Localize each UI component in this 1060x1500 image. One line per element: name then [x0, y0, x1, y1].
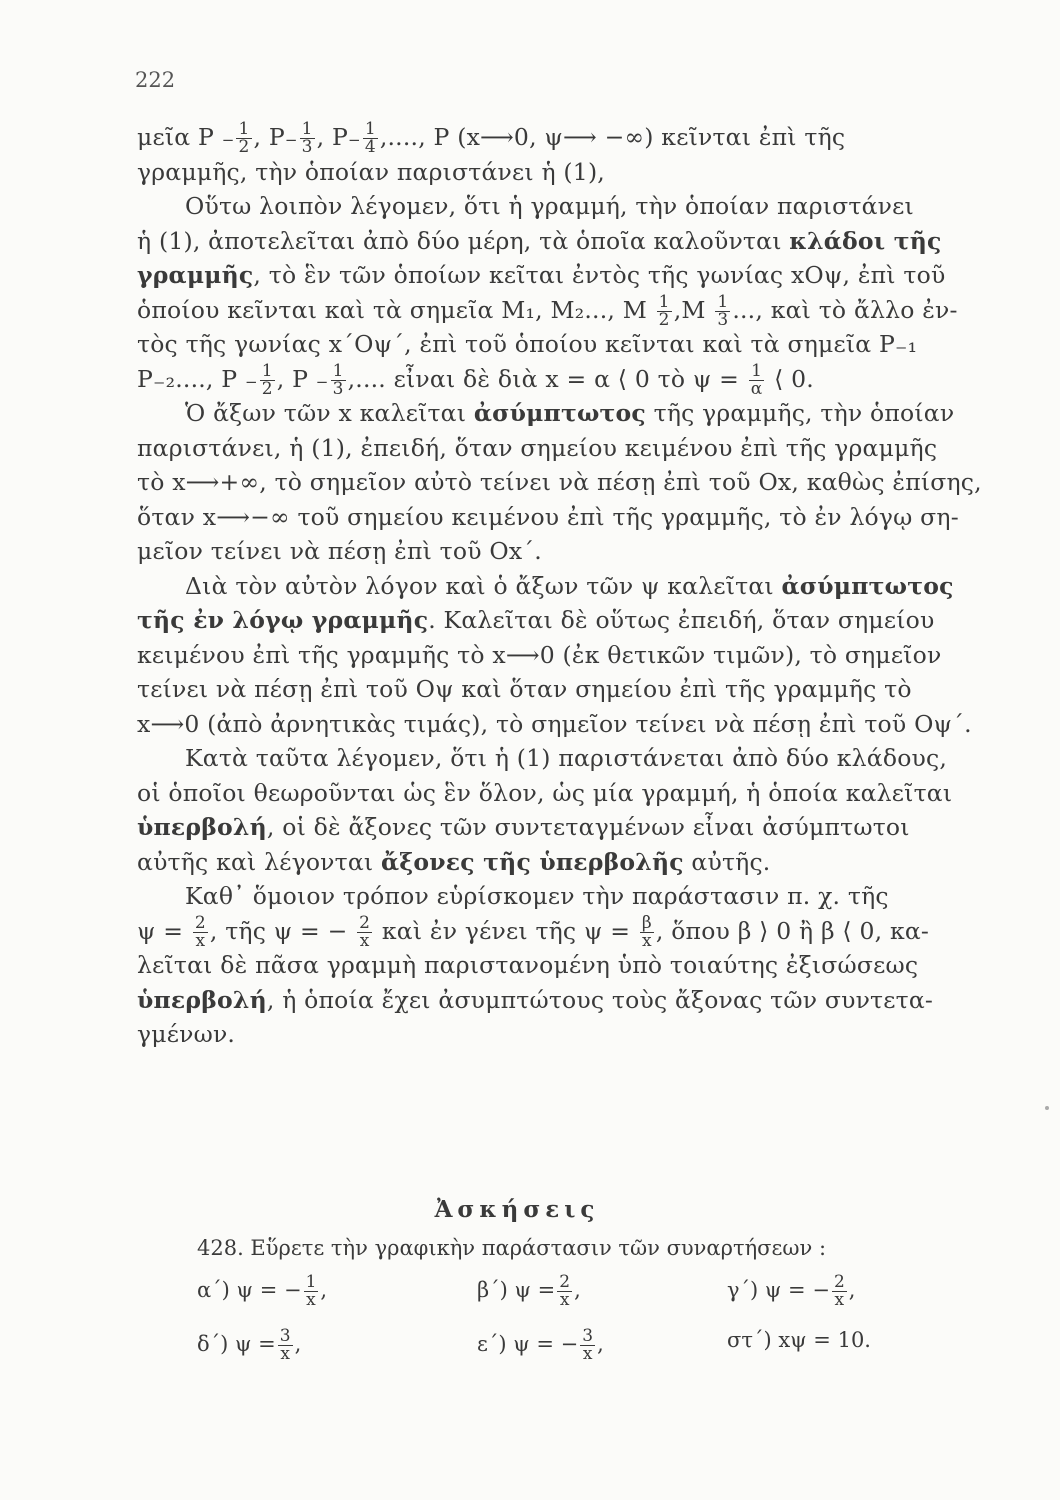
bold-term: κλάδοι τῆς: [789, 226, 942, 255]
fraction-sign: −: [315, 372, 329, 391]
numerator: 2: [194, 913, 206, 933]
bold-term: ἀσύμπτωτος: [781, 571, 954, 600]
denominator: x: [195, 930, 206, 948]
fraction: [557, 1274, 572, 1309]
text-run: ,...., Ρ (x⟶0, ψ⟶ −∞) κεῖνται ἐπὶ τῆς: [379, 123, 846, 151]
exercise-item: [727, 1328, 871, 1352]
text-line: [137, 569, 982, 604]
fraction: [749, 363, 765, 397]
text-line: [137, 948, 982, 983]
exercise-tail: ,: [597, 1332, 604, 1356]
fraction: [236, 121, 251, 155]
denominator: 3: [717, 309, 729, 327]
numerator: 1: [332, 361, 344, 381]
text-line: [137, 155, 982, 190]
text-run: , Ρ: [316, 123, 349, 151]
text-run: γμένων.: [137, 1020, 236, 1048]
text-line: [137, 189, 982, 224]
text-line: [137, 845, 982, 880]
numerator: 1: [305, 1272, 317, 1292]
text-run: ἡ (1), ἀποτελεῖται ἀπὸ δύο μέρη, τὰ ὁποῖα καλοῦνται: [137, 226, 790, 255]
text-line: [137, 707, 982, 742]
text-run: , Ρ: [253, 123, 285, 151]
text-line: [137, 362, 982, 397]
fraction: [715, 294, 730, 328]
text-run: τῆς γραμμῆς, τὴν ὁποίαν: [645, 399, 955, 427]
exercise-label: γ΄) ψ = −: [727, 1278, 830, 1302]
exercise-label: δ΄) ψ =: [197, 1332, 276, 1356]
numerator: 2: [833, 1272, 845, 1292]
fraction: [278, 1328, 293, 1363]
text-run: , ὅπου β ⟩ 0 ἢ β ⟨ 0, κα-: [655, 916, 930, 945]
numerator: 1: [261, 361, 273, 381]
numerator: 3: [279, 1326, 291, 1346]
bold-term: ὑπερβολή: [137, 985, 267, 1014]
exercise-item: [477, 1274, 581, 1309]
text-line: [137, 258, 982, 293]
text-line: [137, 431, 982, 466]
fraction: [363, 121, 378, 155]
numerator: 3: [582, 1326, 594, 1346]
text-line: [137, 672, 982, 707]
fraction: [640, 915, 654, 949]
numerator: β: [641, 913, 652, 933]
exercise-label: α΄) ψ = −: [197, 1278, 302, 1302]
fraction: [331, 363, 346, 397]
exercise-tail: ,: [294, 1332, 302, 1356]
exercise-item: [727, 1274, 855, 1309]
text-run: τὸς τῆς γωνίας x΄Oψ΄, ἐπὶ τοῦ ὁποίου κεῖνται καὶ τὰ σημεῖα Ρ₋₁: [137, 330, 918, 358]
exercise-label: στ΄) xψ = 10.: [727, 1328, 871, 1352]
denominator: 2: [238, 137, 250, 155]
denominator: x: [834, 1290, 845, 1310]
denominator: x: [359, 930, 370, 948]
denominator: 3: [301, 137, 313, 155]
fraction-sign: −: [348, 131, 361, 149]
fraction: [580, 1328, 595, 1363]
text-run: . Καλεῖται δὲ οὕτως ἐπειδή, ὅταν σημείου: [428, 606, 935, 634]
text-run: παριστάνει, ἡ (1), ἐπειδή, ὅταν σημείου κειμένου ἐπὶ τῆς γραμμῆς: [137, 433, 938, 462]
text-line: [137, 396, 982, 431]
bold-term: ἄξονες τῆς ὑπερβολῆς: [381, 847, 684, 876]
numerator: 1: [364, 120, 376, 139]
page-speck: [1045, 1106, 1049, 1110]
text-line: [137, 465, 982, 500]
fraction-sign: −: [244, 372, 258, 391]
text-run: μεῖον τείνει νὰ πέσῃ ἐπὶ τοῦ Ox΄.: [137, 537, 542, 565]
exercise-label: ε΄) ψ = −: [477, 1332, 579, 1356]
text-run: ὅταν x⟶−∞ τοῦ σημείου κειμένου ἐπὶ τῆς γραμμῆς, τὸ ἐν λόγῳ ση-: [137, 502, 959, 531]
fraction-sign: −: [221, 131, 235, 149]
numerator: 1: [301, 120, 313, 139]
text-line: [137, 741, 982, 776]
text-run: Κατὰ ταῦτα λέγομεν, ὅτι ἡ (1) παριστάνεται ἀπὸ δύο κλάδους,: [185, 744, 948, 772]
text-line: [137, 293, 982, 328]
denominator: x: [306, 1290, 316, 1310]
text-run: τείνει νὰ πέσῃ ἐπὶ τοῦ Oψ καὶ ὅταν σημείου ἐπὶ τῆς γραμμῆς τὸ: [137, 675, 912, 703]
denominator: 4: [364, 137, 376, 155]
text-line: [137, 983, 982, 1018]
denominator: α: [750, 378, 763, 396]
exercise-item: [197, 1328, 301, 1363]
numerator: 1: [717, 292, 729, 312]
text-run: , οἱ δὲ ἄξονες τῶν συντεταγμένων εἶναι ἀσύμπτωτοι: [266, 813, 910, 841]
fraction: [260, 363, 275, 397]
text-line: [137, 224, 982, 259]
text-run: κειμένου ἐπὶ τῆς γραμμῆς τὸ x⟶0 (ἐκ θετικῶν τιμῶν), τὸ σημεῖον: [137, 640, 942, 669]
text-line: [137, 914, 982, 949]
text-line: [137, 776, 982, 811]
exercise-item: [477, 1328, 604, 1363]
numerator: 1: [749, 363, 765, 381]
text-run: Καθ᾽ ὅμοιον τρόπον εὑρίσκομεν τὴν παράστασιν π. χ. τῆς: [185, 882, 889, 910]
text-run: ,.... εἶναι δὲ διὰ x = α ⟨ 0 τὸ ψ =: [347, 364, 747, 393]
text-line: [137, 879, 982, 914]
text-run: , ἡ ὁποία ἔχει ἀσυμπτώτους τοὺς ἄξονας τῶν συντετα-: [266, 985, 934, 1014]
fraction: [357, 915, 372, 949]
text-line: [137, 500, 982, 535]
fraction: [193, 915, 208, 949]
text-run: μεῖα Ρ: [137, 123, 222, 151]
text-run: αὐτῆς.: [683, 847, 771, 876]
denominator: x: [582, 1344, 593, 1364]
text-run: ⟨ 0.: [766, 364, 814, 393]
text-run: καὶ ἐν γένει τῆς ψ =: [374, 916, 638, 945]
text-run: ψ =: [137, 916, 191, 945]
exercise-tail: ,: [574, 1278, 581, 1302]
text-run: , τὸ ἓν τῶν ὁποίων κεῖται ἐντὸς τῆς γωνίας xOψ, ἐπὶ τοῦ: [253, 261, 946, 289]
text-line: [137, 534, 982, 569]
text-line: [137, 327, 982, 362]
text-run: , Ρ: [276, 364, 316, 393]
text-line: [137, 603, 982, 638]
text-run: , τῆς ψ = −: [209, 916, 356, 945]
exercise-tail: ,: [848, 1278, 856, 1302]
denominator: 3: [332, 378, 344, 396]
text-line: [137, 810, 982, 845]
text-run: Ρ₋₂...., Ρ: [137, 364, 245, 393]
text-line: [137, 120, 982, 155]
bold-term: ἀσύμπτωτος: [473, 399, 646, 427]
numerator: 1: [238, 120, 250, 139]
text-run: Οὕτω λοιπὸν λέγομεν, ὅτι ἡ γραμμή, τὴν ὁποίαν παριστάνει: [185, 192, 914, 220]
fraction: [304, 1274, 319, 1309]
exercise-tail: ,: [320, 1278, 328, 1302]
text-run: Ὁ ἄξων τῶν x καλεῖται: [185, 399, 474, 427]
text-run: ..., καὶ τὸ ἄλλο ἐν-: [732, 295, 958, 324]
text-run: λεῖται δὲ πᾶσα γραμμὴ παριστανομένη ὑπὸ τοιαύτης ἐξισώσεως: [137, 951, 919, 979]
denominator: x: [280, 1344, 290, 1364]
fraction: [657, 294, 672, 328]
denominator: x: [559, 1290, 570, 1310]
text-line: [137, 638, 982, 673]
bold-term: τῆς ἐν λόγῳ γραμμῆς: [137, 606, 429, 634]
numerator: 1: [658, 292, 670, 312]
numerator: 2: [559, 1272, 571, 1292]
exercises-title: Ἀσκήσεις: [434, 1196, 600, 1223]
denominator: 2: [261, 378, 273, 396]
text-run: οἱ ὁποῖοι θεωροῦνται ὡς ἓν ὅλον, ὡς μία γραμμή, ἡ ὁποία καλεῖται: [137, 778, 953, 807]
denominator: x: [641, 930, 652, 948]
text-run: ὁποίου κεῖνται καὶ τὰ σημεῖα Μ₁, Μ₂..., Μ: [137, 295, 655, 324]
bold-term: γραμμῆς: [137, 261, 254, 289]
numerator: 2: [359, 913, 371, 933]
text-line: [137, 1017, 982, 1052]
fraction-sign: −: [284, 131, 298, 149]
text-run: ,Μ: [673, 295, 714, 324]
bold-term: ὑπερβολή: [137, 813, 267, 841]
exercise-item: [197, 1274, 327, 1309]
exercise-label: β΄) ψ =: [477, 1278, 556, 1302]
text-run: γραμμῆς, τὴν ὁποίαν παριστάνει ἡ (1),: [137, 157, 605, 186]
exercise-intro: 428. Εὕρετε τὴν γραφικὴν παράστασιν τῶν συναρτήσεων :: [197, 1236, 827, 1260]
fraction: [300, 121, 315, 155]
denominator: 2: [658, 309, 670, 327]
page-number: 222: [135, 68, 176, 92]
main-text: [137, 120, 982, 1052]
fraction: [832, 1274, 847, 1309]
text-run: αὐτῆς καὶ λέγονται: [137, 847, 382, 876]
text-run: τὸ x⟶+∞, τὸ σημεῖον αὐτὸ τείνει νὰ πέσῃ ἐπὶ τοῦ Ox, καθὼς ἐπίσης,: [137, 468, 982, 496]
text-run: Διὰ τὸν αὐτὸν λόγον καὶ ὁ ἄξων τῶν ψ καλεῖται: [185, 571, 782, 600]
text-run: x⟶0 (ἀπὸ ἀρνητικὰς τιμάς), τὸ σημεῖον τείνει νὰ πέσῃ ἐπὶ τοῦ Oψ΄.: [137, 709, 972, 738]
